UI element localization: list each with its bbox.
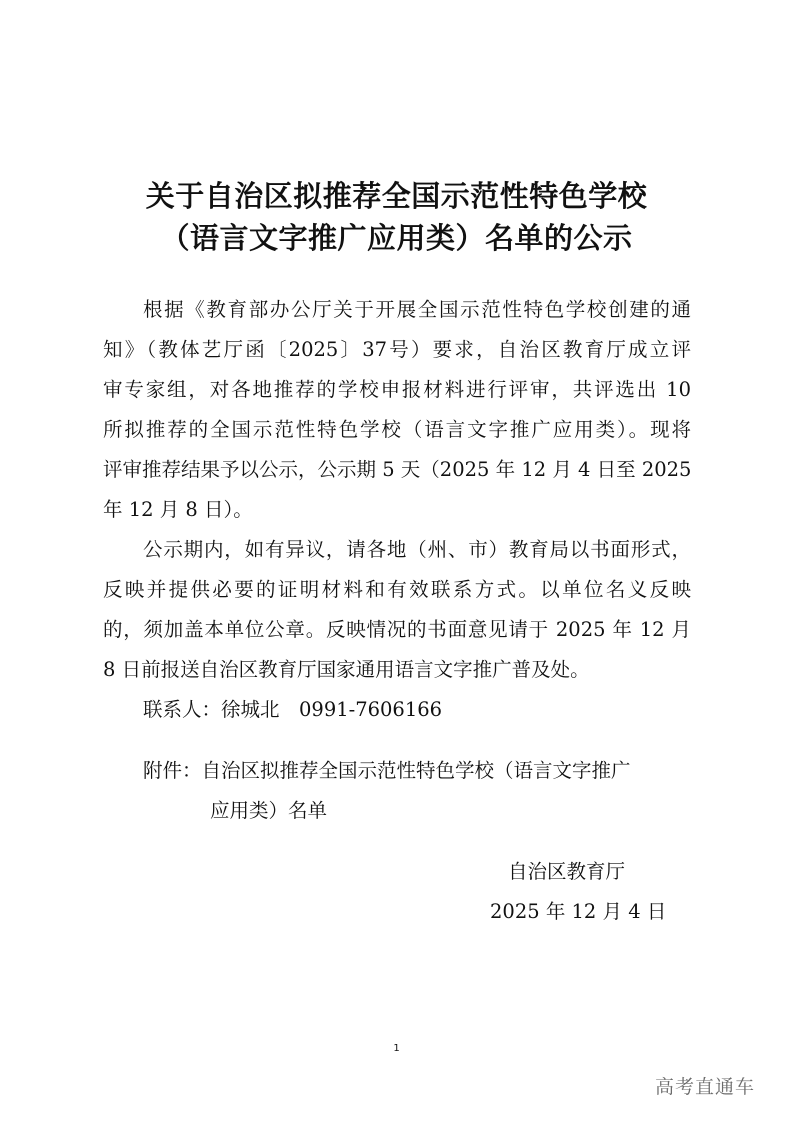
paragraph-2-line: 8 日前报送自治区教育厅国家通用语言文字推广普及处。 <box>103 658 590 681</box>
paragraph-1-line: 审专家组，对各地推荐的学校申报材料进行评审，共评选出 10 <box>103 378 691 401</box>
paragraph-1-line: 根据《教育部办公厅关于开展全国示范性特色学校创建的通 <box>143 298 691 321</box>
attachment-line-2: 应用类）名单 <box>210 799 328 822</box>
paragraph-1-line: 所拟推荐的全国示范性特色学校（语言文字推广应用类）。现将 <box>103 418 691 441</box>
watermark-text: 高考直通车 <box>655 1076 756 1098</box>
signature-date: 2025 年 12 月 4 日 <box>490 900 667 923</box>
paragraph-2-line: 公示期内，如有异议，请各地（州、市）教育局以书面形式， <box>143 538 691 561</box>
paragraph-1-line: 年 12 月 8 日）。 <box>103 498 253 521</box>
paragraph-2-line: 的，须加盖本单位公章。反映情况的书面意见请于 2025 年 12 月 <box>103 618 691 641</box>
contact-line: 联系人：徐城北 0991-7606166 <box>143 698 443 721</box>
page-number: 1 <box>393 1043 400 1054</box>
attachment-line-1: 附件：自治区拟推荐全国示范性特色学校（语言文字推广 <box>143 759 631 782</box>
paragraph-2-line: 反映并提供必要的证明材料和有效联系方式。以单位名义反映 <box>103 578 691 601</box>
paragraph-1-line: 知》（教体艺厅函〔2025〕37号）要求，自治区教育厅成立评 <box>103 338 691 361</box>
title-line-1: 关于自治区拟推荐全国示范性特色学校 <box>145 179 648 213</box>
signature-org: 自治区教育厅 <box>508 860 626 883</box>
title-line-2: （语言文字推广应用类）名单的公示 <box>160 221 633 255</box>
paragraph-1-line: 评审推荐结果予以公示，公示期 5 天（2025 年 12 月 4 日至 2025 <box>103 458 692 481</box>
